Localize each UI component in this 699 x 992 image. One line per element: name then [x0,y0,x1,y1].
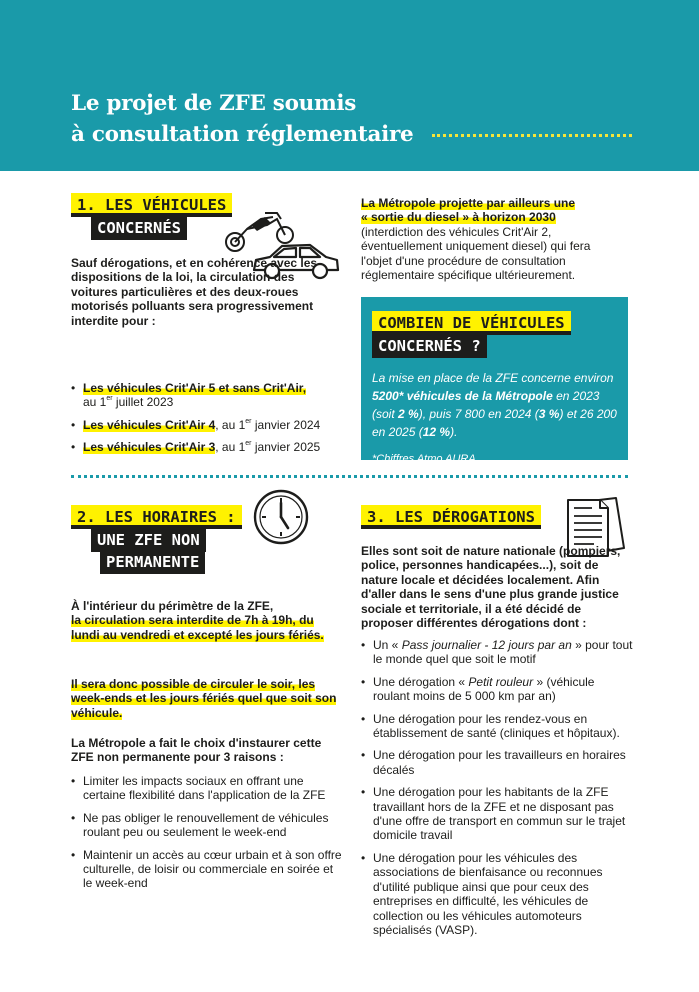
item-highlight: Les véhicules Crit'Air 4 [83,417,216,432]
paragraph-highlight: la circulation sera interdite de 7h à 19h, du lundi au vendredi et excepté les jours fériés. [71,613,324,642]
item-text: » pour tout le monde quel que soit le motif [373,638,633,667]
box-text-bold: 3 % [538,407,560,421]
section1-intro [71,256,336,328]
section-separator [71,475,628,478]
box-text-bold: 2 % [398,407,419,421]
box-text-part: en 2023 (soit [372,389,600,421]
list-item [71,440,336,454]
list-item [361,675,633,704]
section2-paragraph2 [71,677,339,720]
item-text: , au 1 [215,440,246,455]
list-item: • Une dérogation pour les véhicules des associations de bienfaisance ou reconnues d'utilité publique ainsi que pour ceux des entreprises en difficulté, les véhicules de collection ou les véhicules automoteurs spécialisés (VASP). [361,851,633,937]
diesel-highlight-a: La Métropole projette par ailleurs une [361,196,576,210]
box-text-bold: 5200* véhicules de la Métropole [372,389,553,403]
item-text: janvier 2024 [251,417,321,432]
list-item: • Ne pas obliger le renouvellement de véhicules roulant peu ou seulement le week-end [71,811,343,840]
page-title [71,88,413,150]
box-text-part: La mise en place de la ZFE concerne environ [372,371,614,385]
section3-tag: 3. LES DÉROGATIONS [361,505,541,529]
item-sup: er [245,417,252,425]
section3-list [361,638,633,945]
section2-tag-line2: UNE ZFE NON [91,528,206,552]
section3-intro-text: Elles sont soit de nature nationale (pompiers, police, personnes handicapées...), soit de nature locale et décidées localement. Afin d'aller dans le sens d'une plus grande justice sociale et territoriale, il a été décidé de proposer différentes dérogations dont : [361,544,621,631]
vehicles-count-box [361,297,628,465]
list-item: • Une dérogation pour les travailleurs en horaires décalés [361,748,633,777]
section1-tag-line2: CONCERNÉS [91,216,187,240]
section2-list [71,774,343,899]
item-text: , au 1 [215,417,246,432]
box-tag-line2: CONCERNÉS ? [372,334,487,358]
list-item: • Une dérogation pour les rendez-vous en établissement de santé (cliniques et hôpitaux). [361,712,633,741]
box-text-bold: 12 % [422,425,451,439]
title-dotted-rule [432,134,632,137]
clock-icon [252,488,310,546]
section1-list [71,381,336,463]
item-text: janvier 2025 [251,440,321,455]
item-highlight: Les véhicules Crit'Air 3 [83,440,216,455]
diesel-highlight-b: « sortie du diesel » à horizon 2030 [361,210,556,225]
box-text-part: ). [450,425,458,439]
box-text-part: ) et 26 200 en 2025 ( [372,407,617,439]
diesel-paragraph [361,196,623,282]
header-banner [0,0,699,171]
list-item: • Une dérogation pour les habitants de la ZFE travaillant hors de la ZFE et ne disposant pas d'une offre de transport en commun sur le trajet domicile travail [361,785,633,843]
section2-paragraph1 [71,599,339,642]
box-note: *Chiffres Atmo AURA [372,453,476,465]
section2-tag-line3: PERMANENTE [100,550,205,574]
title-line-2: à consultation réglementaire [71,122,414,147]
section3-intro [361,544,629,630]
section2-tag-line1: 2. LES HORAIRES : [71,505,242,529]
section2-paragraph3 [71,736,339,765]
paragraph-text: À l'intérieur du périmètre de la ZFE, [71,599,274,613]
section1-intro-text: Sauf dérogations, et en cohérence avec les dispositions de la loi, la circulation des voitures particulières et des deux-roues motorisés polluants sera progressivement interdite pour : [71,256,318,328]
item-text: au 1 [83,395,107,410]
paragraph-highlight: Il sera donc possible de circuler le soir, les week-ends et les jours fériés quel que soit son véhicule. [71,677,337,720]
list-item: • Limiter les impacts sociaux en offrant une certaine flexibilité dans l'application de la ZFE [71,774,343,803]
item-text: Un « [373,638,402,652]
item-italic: Pass journalier - 12 jours par an [401,638,572,652]
item-highlight: Les véhicules Crit'Air 5 et sans Crit'Air, [83,381,307,395]
item-sup: er [245,440,252,448]
list-item [71,418,336,432]
section1-tag-line1: 1. LES VÉHICULES [71,193,232,217]
title-line-1: Le projet de ZFE soumis [71,91,357,116]
list-item: • Maintenir un accès au cœur urbain et à son offre culturelle, de loisir ou commerciale en soirée et le week-end [71,848,343,891]
item-text: » (véhicule roulant moins de 5 000 km par an) [373,674,595,704]
item-text: juillet 2023 [112,395,174,410]
paragraph-text: La Métropole a fait le choix d'instaurer cette ZFE non permanente pour 3 raisons : [71,736,322,765]
box-text-part: ), puis 7 800 en 2024 ( [418,407,539,421]
box-tag-line1: COMBIEN DE VÉHICULES [372,311,571,335]
diesel-text: (interdiction des véhicules Crit'Air 2, éventuellement uniquement diesel) qui fera l'objet d'une procédure de consultation réglementaire spécifique ultérieurement. [361,224,591,283]
item-sup: er [106,395,113,403]
box-text [372,369,622,468]
item-text: Une dérogation « [373,674,469,689]
item-italic: Petit rouleur [468,674,534,689]
list-item [71,381,336,410]
list-item [361,638,633,667]
